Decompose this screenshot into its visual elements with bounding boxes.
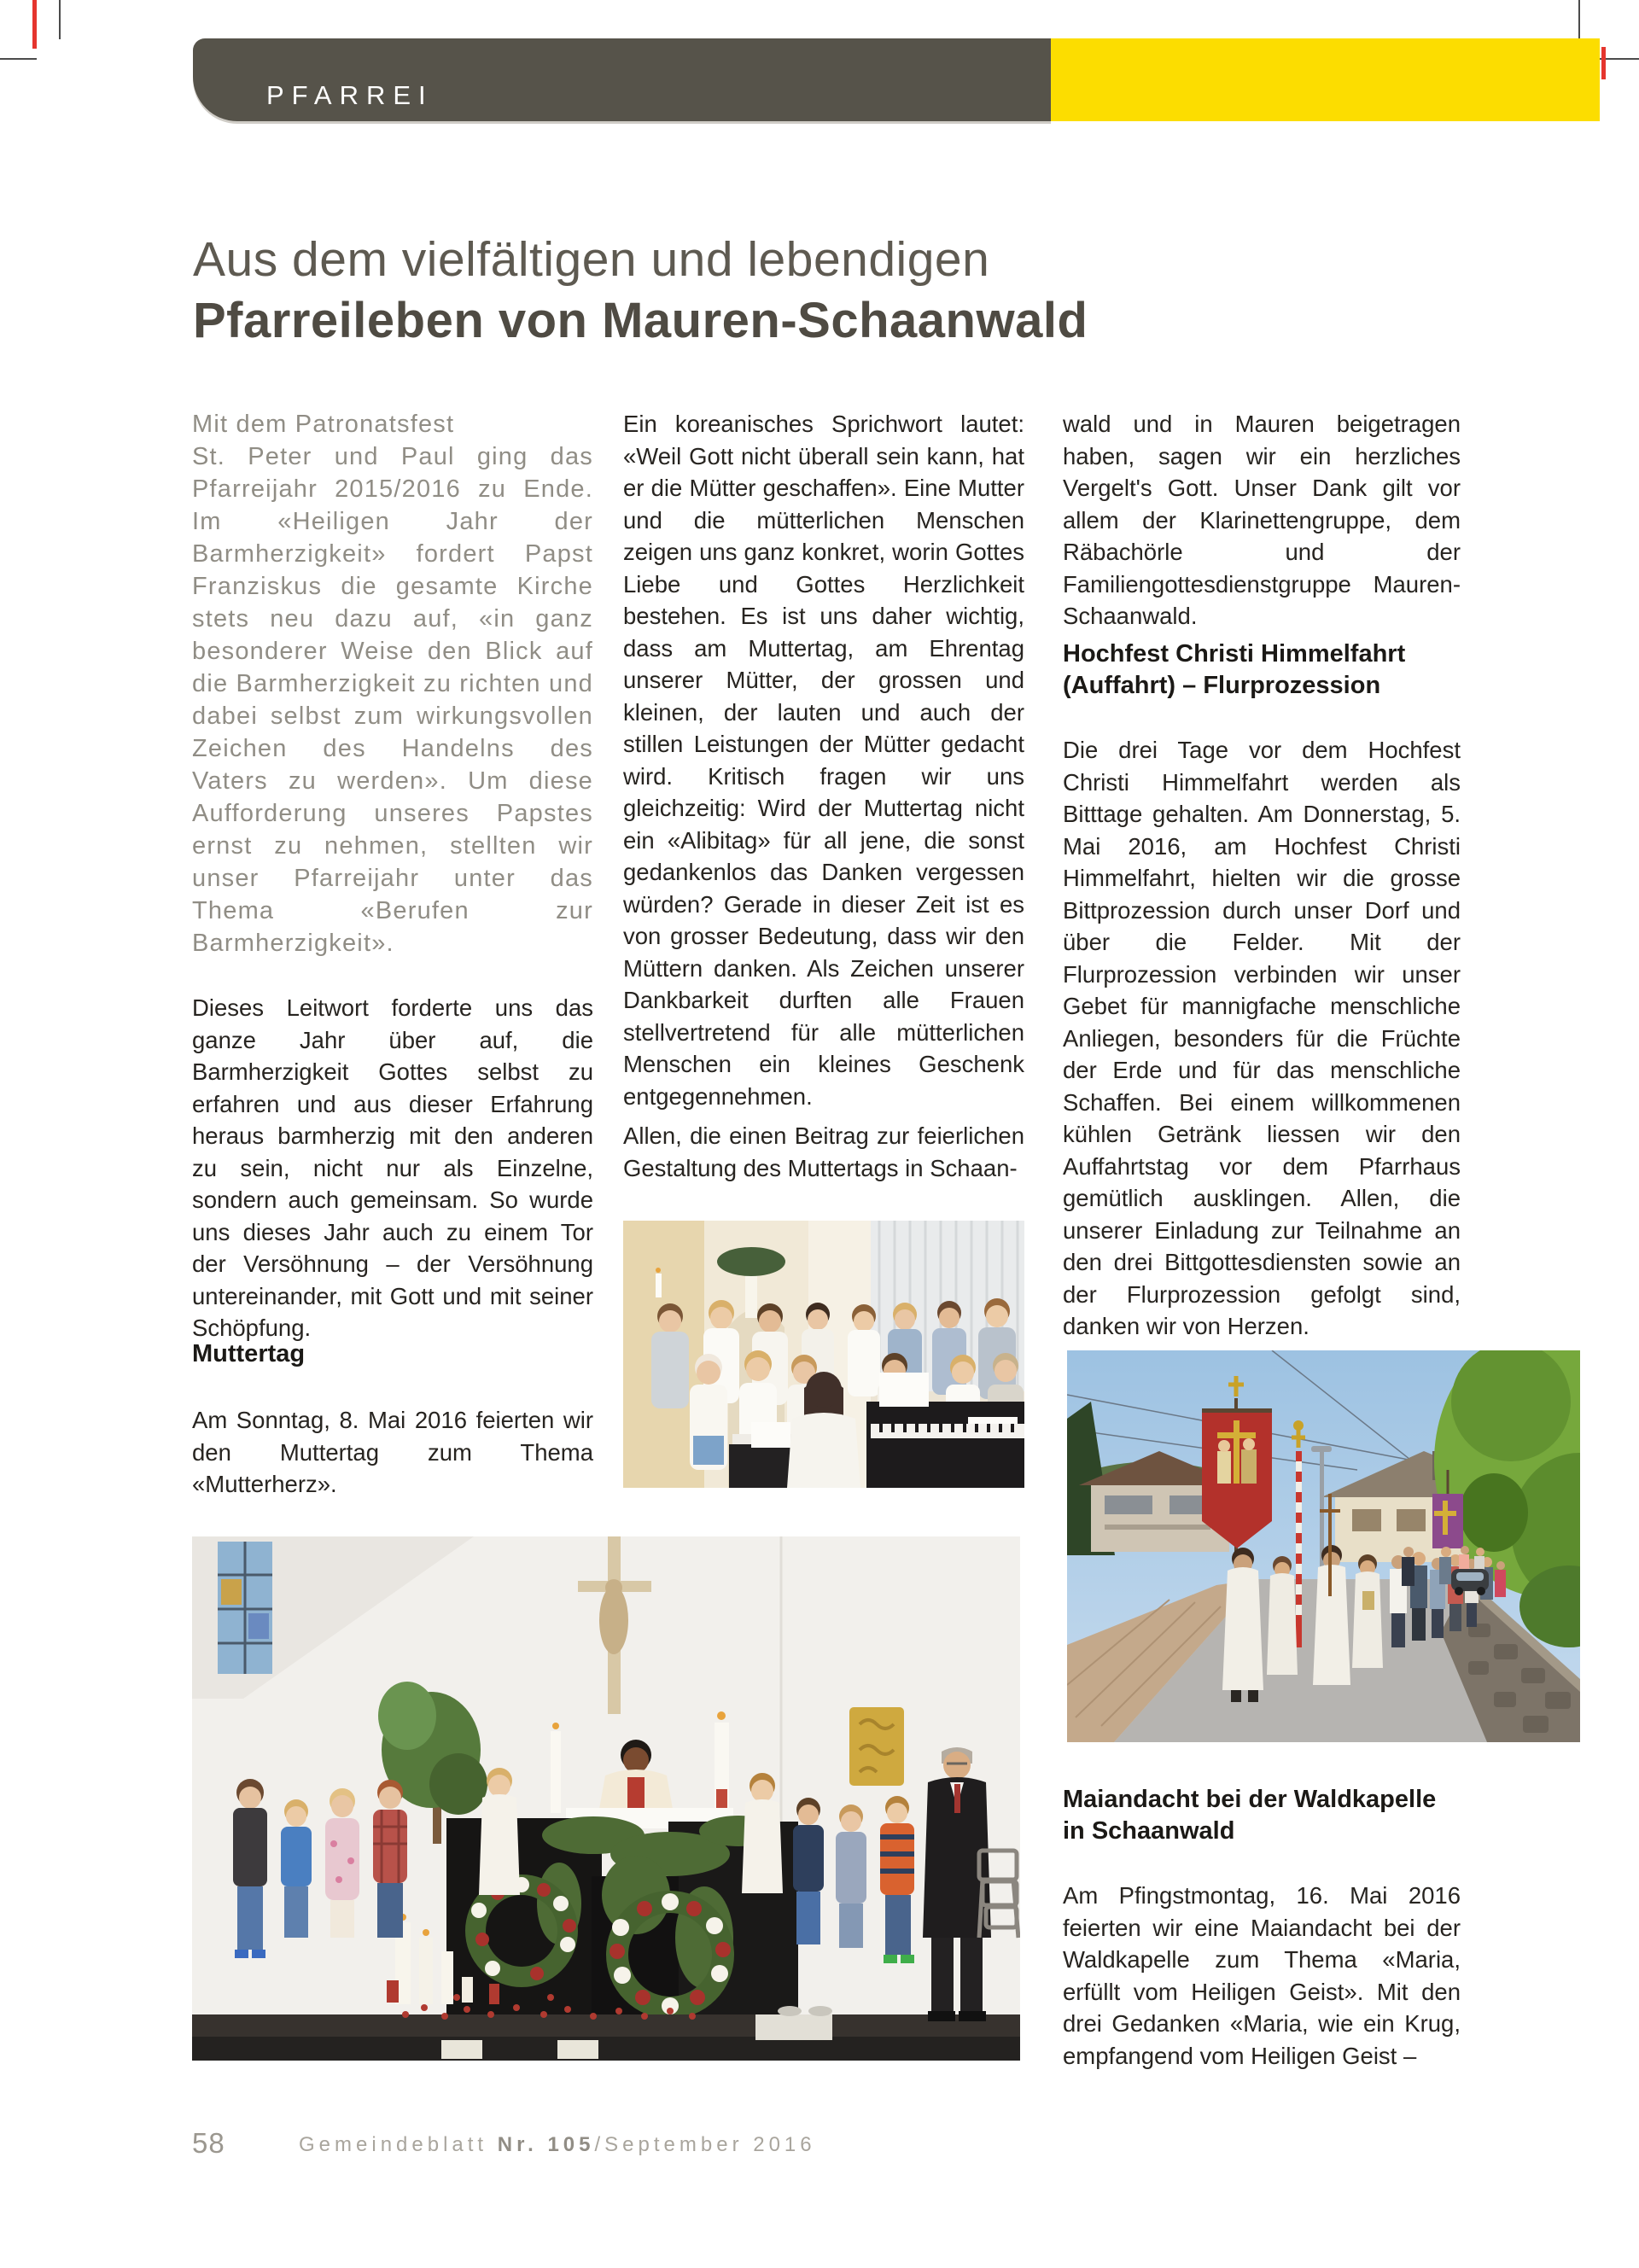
plant-on-stand	[717, 1247, 785, 1276]
crop-mark-vertical-left	[59, 0, 61, 39]
column-1	[192, 408, 593, 959]
section-heading-muttertag: Muttertag	[192, 1340, 306, 1367]
paragraph-col2-1: Ein koreanisches Sprichwort lautet: «Weil Gott nicht überall sein kann, hat er die Mütter geschaffen». Eine Mutter und die mütterlichen Menschen zeigen uns ganz konkret, worin Gottes Liebe und Gottes Herzlichkeit bestehen. Es ist uns daher wichtig, dass am Muttertag, am Ehrentag unserer Mütter, der grossen und kleinen, der lauten und auch der stillen Leistungen der Mütter gedacht wird. Kritisch fragen wir uns gleichzeitig: Wird der Muttertag nicht ein «Alibitag» für all jene, die sonst gedankenlos das Danken vergessen würden? Gerade in dieser Zeit ist es von grosser Bedeutung, dass wir den Müttern danken. Als Zeichen unserer Dankbarkeit durften alle Frauen stellvertretend für alle mütterlichen Menschen ein kleines Geschenk entgegennehmen.	[623, 411, 1024, 1110]
bleed-mark-red-top-right	[1601, 47, 1606, 79]
paragraph-col1-1: Dieses Leitwort forderte uns das ganze Jahr über auf, die Barmherzigkeit Gottes selbst zu erfahren und aus dieser Erfahrung heraus barmherzig mit den anderen zu sein, nicht nur als Einzelne, sondern auch gemeinsam. So wurde uns dieses Jahr auch zu einem Tor der Versöhnung – der Versöhnung untereinander, mit Gott und mit seiner Schöpfung.	[192, 994, 593, 1341]
section-header-label: PFARREI	[266, 80, 434, 110]
choir-photo	[623, 1221, 1024, 1488]
paragraph-col1-2: Am Sonntag, 8. Mai 2016 feierten wir den Muttertag zum Thema «Mutterherz».	[192, 1407, 593, 1497]
paragraph-col3-3: Am Pfingstmontag, 16. Mai 2016 feierten wir eine Maiandacht bei der Waldkapelle zum Thema «Maria, erfüllt vom Heiligen Geist». Mit den drei Gedanken «Maria, wie ein Krug, empfangend vom Heiligen Geist –	[1063, 1882, 1461, 2069]
article-title	[193, 229, 1303, 352]
article-title-line1: Aus dem vielfältigen und lebendigen	[193, 232, 990, 287]
paragraph-col3-1: wald und in Mauren beigetragen haben, sagen wir ein herzliches Vergelt's Gott. Unser Dank gilt vor allem der Klarinettengruppe, dem Räbachörle und der Familiengottesdienstgruppe Mauren-Schaanwald.	[1063, 411, 1461, 629]
piano-body	[866, 1402, 1024, 1488]
footer-imprint	[299, 2133, 816, 2157]
lead-paragraph-first-line: Mit dem Patronatsfest	[192, 411, 455, 438]
section-heading-maiandacht: Maiandacht bei der Waldkapelle in Schaanwald	[1063, 1786, 1437, 1845]
bleed-mark-red-top-left	[32, 0, 37, 49]
section-header-bar	[193, 38, 1051, 121]
footer-issue: Nr. 105	[497, 2133, 595, 2156]
altar-photo	[192, 1536, 1020, 2061]
stained-glass-window	[218, 1542, 272, 1674]
article-title-line2: Pfarreileben von Mauren-Schaanwald	[193, 293, 1088, 348]
footer-date: /September 2016	[594, 2133, 816, 2156]
crop-mark-horizontal-left	[0, 58, 37, 60]
footer-magazine: Gemeindeblatt	[299, 2133, 488, 2156]
gold-relief	[849, 1707, 904, 1786]
song-folder	[441, 2040, 482, 2059]
lead-paragraph: St. Peter und Paul ging das Pfarreijahr 2015/2016 zu Ende. Im «Heiligen Jahr der Barmherzigkeit» fordert Papst Franziskus die gesamte Kirche stets neu dazu auf, «in ganz besonderer Weise den Blick auf die Barmherzigkeit zu richten und dabei selbst zum wirkungsvollen Zeichen des Handelns des Vaters zu werden». Um diese Aufforderung unseres Papstes ernst zu nehmen, stellten wir unser Pfarreijahr unter das Thema «Berufen zur Barmherzigkeit».	[192, 443, 593, 957]
procession-photo	[1067, 1350, 1580, 1742]
crop-mark-vertical-right	[1578, 0, 1580, 39]
page-number: 58	[192, 2127, 225, 2159]
section-heading-hochfest: Hochfest Christi Himmelfahrt (Auffahrt) – Flurprozession	[1063, 640, 1406, 699]
paragraph-col2-2: Allen, die einen Beitrag zur feierlichen Gestaltung des Muttertags in Schaan-	[623, 1122, 1024, 1181]
paragraph-col3-2: Die drei Tage vor dem Hochfest Christi Himmelfahrt werden als Bitttage gehalten. Am Donnerstag, 5. Mai 2016, am Hochfest Christi Himmelfahrt, hielten wir die grosse Bittprozession durch unser Dorf und über die Felder. Mit der Flurprozession verbinden wir unser Gebet für mannigfache menschliche Anliegen, besonders für die Früchte der Erde und für das menschliche Schaffen. Bei einem willkommenen kühlen Getränk liessen wir den Auffahrtstag vor dem Pfarrhaus gemütlich ausklingen. Allen, die unserer Einladung zur Teilnahme an den drei Bittgottesdiensten sowie an der Flurprozession gefolgt sind, danken wir von Herzen.	[1063, 737, 1461, 1339]
accent-yellow-block	[1051, 38, 1600, 121]
